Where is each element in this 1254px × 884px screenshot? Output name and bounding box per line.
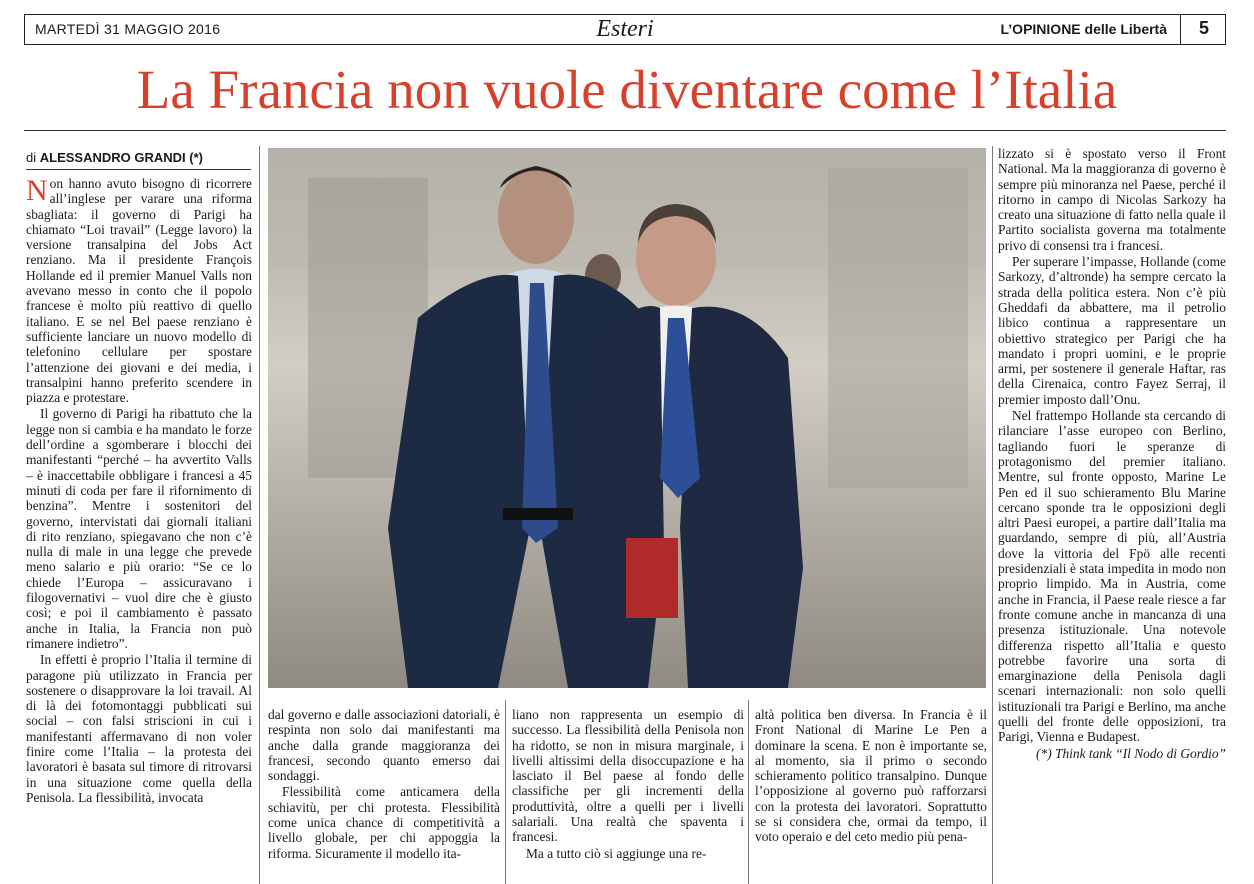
article-column-4 <box>755 707 987 884</box>
article-column-2 <box>268 707 500 884</box>
drop-cap: N <box>26 176 48 207</box>
column-divider <box>259 146 260 884</box>
byline-author: ALESSANDRO GRANDI (*) <box>39 150 203 165</box>
issue-date: MARTEDÌ 31 MAGGIO 2016 <box>35 21 221 37</box>
column-divider <box>992 146 993 884</box>
header-divider <box>1180 15 1181 44</box>
paragraph: liano non rappresenta un esempio di successo. La flessibilità della Penisola non ha ridotto, se non in misura marginale, i livelli altissimi della disoccupazione e ha lasciato il Bel paese al fondo delle classifiche per gli incrementi della produttività, oltre a quelli per i livelli salariali. Una realtà che spaventa i francesi. <box>512 707 744 845</box>
paragraph <box>26 176 252 405</box>
page-header <box>24 14 1226 45</box>
headline-rule <box>24 130 1226 131</box>
newspaper-name: L’OPINIONE delle Libertà <box>1000 21 1167 37</box>
article-headline: La Francia non vuole diventare come l’Italia <box>136 59 1118 120</box>
paragraph: Nel frattempo Hollande sta cercando di rilanciare l’asse europeo con Berlino, tagliando fuori le speranze di protagonismo del premier italiano. Mentre, sul fronte opposto, Marine Le Pen ed il suo schieramento Blu Marine cercano sponde tra le opposizioni degli altri Paesi europei, a partire dall’Italia ma guardando, sempre di più, all’Austria dove la vittoria del Fpö alle recenti presidenziali è stata impedita in modo non proprio limpido. Ma in Austria, come anche in Francia, il Paese reale riesce a far fronte comune anche in mancanza di una presenza istituzionale. Una notevole differenza rispetto all’Italia e questo potrebbe favorire una sorta di emarginazione della Penisola dagli scenari internazionali: non solo quelli istituzionali tra Parigi e Berlino, ma anche quelli del fronte delle opposizioni, tra Parigi, Vienna e Budapest. <box>998 408 1226 745</box>
paragraph: Per superare l’impasse, Hollande (come Sarkozy, d’altronde) ha sempre cercato la strada della politica estera. Non c’è più Gheddafi da abbattere, ma il petrolio libico continua a rappresentare un obiettivo strategico per Parigi che ha mandato i propri uomini, e le proprie armi, per sostenere il generale Haftar, ras della Cirenaica, contro Fayez Serraj, il premier imposto dall’Onu. <box>998 254 1226 407</box>
column-divider <box>505 700 506 884</box>
column-divider <box>748 700 749 884</box>
article-column-5 <box>998 146 1226 884</box>
byline-prefix: di <box>26 150 37 165</box>
article-photo <box>268 148 986 688</box>
paragraph-text: on hanno avuto bisogno di ricorrere all’inglese per varare una riforma sbagliata: il governo di Parigi ha chiamato “Loi travail” (Legge lavoro) la versione transalpina del Jobs Act renziano. Ma il presidente François Hollande ed il premier Manuel Valls non avevano messo in conto che il popolo francese è molto più reattivo di quello italiano. E se nel Bel paese renziano è sufficiente lanciare un nuovo modello di telefonino cellulare per spostare l’attenzione dei giovani e dei media, i transalpini hanno preferito scendere in piazza e protestare. <box>26 176 252 406</box>
article-column-1 <box>26 176 252 882</box>
paragraph: Flessibilità come anticamera della schiavitù, per chi protesta. Flessibilità come unica chance di competitività a livello globale, per chi appoggia la riforma. Sicuramente il modello ita- <box>268 784 500 861</box>
paragraph: Ma a tutto ciò si aggiunge una re- <box>526 845 707 861</box>
byline <box>26 150 251 170</box>
author-footnote: (*) Think tank “Il Nodo di Gordio” <box>1036 745 1226 761</box>
section-title: Esteri <box>596 16 654 42</box>
paragraph: altà politica ben diversa. In Francia è il Front National di Marine Le Pen a dominare la scena. E non è importante se, al momento, sia il primo o secondo schieramento politico transalpino. Dunque l’opposizione al governo può rafforzarsi con la protesta dei lavoratori. Soprattutto se si considera che, ormai da tempo, il voto operaio e del ceto medio più pena- <box>755 707 987 845</box>
article-column-3 <box>512 707 744 884</box>
paragraph: In effetti è proprio l’Italia il termine di paragone più utilizzato in Francia per sostenere o disapprovare la loi travail. Al di là dei fotomontaggi pubblicati sui social – con falsi striscioni in cui i manifestanti affermavano di non voler finire come l’Italia – la protesta dei lavoratori è basata sul timore di ritrovarsi in una situazione come quella della Penisola. La flessibilità, invocata <box>26 652 252 805</box>
paragraph: lizzato si è spostato verso il Front National. Ma la maggioranza di governo è sempre più minoranza nel Paese, perché il ritorno in campo di Nicolas Sarkozy ha creato una situazione di fatto nella quale il Partito socialista governa ma totalmente privo di consensi tra i francesi. <box>998 146 1226 253</box>
paragraph: dal governo e dalle associazioni datoriali, è respinta non solo dai manifestanti ma anche dalla grande maggioranza dei francesi, secondo quanto emerso dai sondaggi. <box>268 707 500 784</box>
page-number: 5 <box>1198 18 1209 38</box>
paragraph: Il governo di Parigi ha ribattuto che la legge non si cambia e ha mandato le forze dell’ordine a sgomberare i blocchi dei manifestanti “perché – ha avvertito Valls – è inaccettabile obbligare i francesi a 45 minuti di coda per fare il rifornimento di benzina”. Mentre i sostenitori del governo, intervistati dai giornali italiani di rito renziano, spiegavano che non c’è nulla di male in una legge che prevede meno salario e più orario: “Se ce lo chiede l’Europa – assicuravano i filogovernativi – vuol dire che è giusto così; e poi il cambiamento è passato anche in Italia, la Francia non può rimanere indietro”. <box>26 406 252 651</box>
photo-illustration <box>268 148 986 688</box>
